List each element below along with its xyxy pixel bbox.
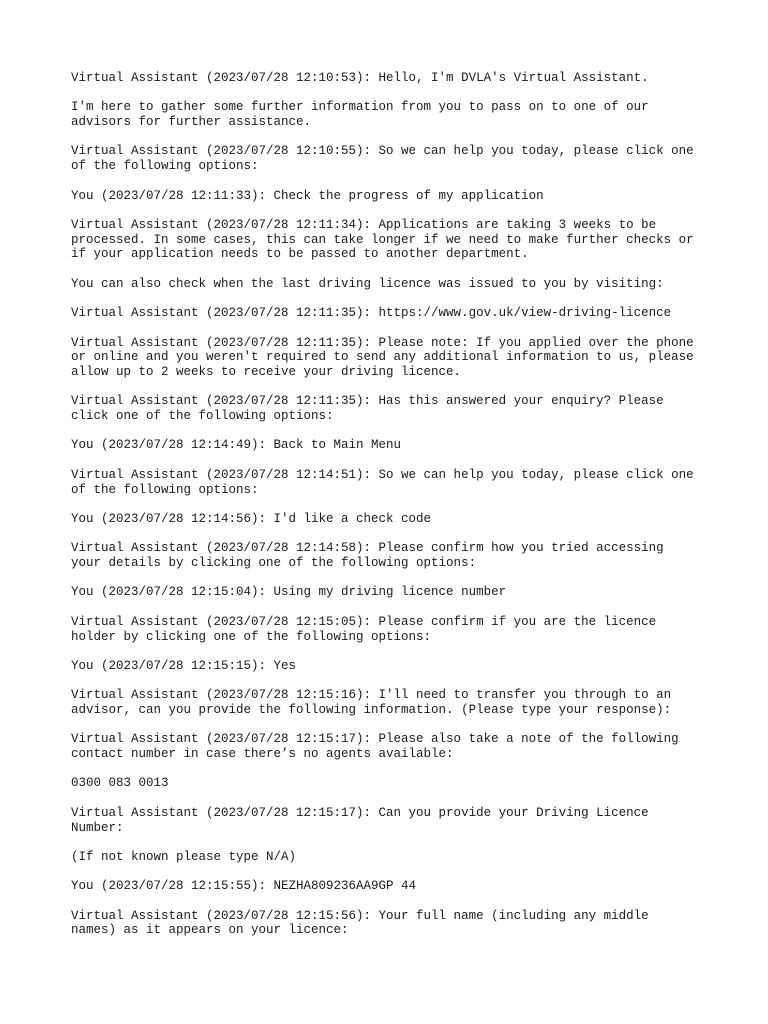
va-message: Virtual Assistant (2023/07/28 12:15:17): Can you provide your Driving Licence Number:: [71, 805, 649, 835]
paragraph-gap: [71, 203, 711, 218]
va-message-link: Virtual Assistant (2023/07/28 12:11:35): https://www.gov.uk/view-driving-licence: [71, 306, 672, 321]
va-message: Virtual Assistant (2023/07/28 12:15:05): Please confirm if you are the licence holder by clicking one of the following options:: [71, 614, 657, 644]
paragraph-gap: [71, 835, 711, 850]
va-message: Virtual Assistant (2023/07/28 12:15:16): I'll need to transfer you through to an advisor, can you provide the following information. (Please type your response):: [71, 688, 672, 717]
contact-number: 0300 083 0013: [71, 776, 169, 791]
user-message: You (2023/07/28 12:15:15): Yes: [71, 658, 297, 673]
user-message: You (2023/07/28 12:14:56): I'd like a check code: [71, 511, 432, 526]
paragraph-gap: [71, 762, 711, 777]
paragraph-gap: [71, 865, 711, 880]
va-intro: I'm here to gather some further information from you to pass on to one of our advisors for further assistance.: [71, 100, 649, 130]
va-greeting: Virtual Assistant (2023/07/28 12:10:53): Hello, I'm DVLA's Virtual Assistant.: [71, 71, 649, 85]
paragraph-gap: [71, 497, 711, 512]
user-message: You (2023/07/28 12:15:55): NEZHA809236AA9GP 44: [71, 879, 417, 894]
va-options-prompt: Virtual Assistant (2023/07/28 12:14:51): So we can help you today, please click one of the following options:: [71, 467, 694, 497]
paragraph-gap: [71, 718, 711, 733]
user-message: You (2023/07/28 12:11:33): Check the progress of my application: [71, 188, 544, 203]
paragraph-gap: [71, 644, 711, 659]
paragraph-gap: [71, 453, 711, 468]
va-message: Virtual Assistant (2023/07/28 12:11:35): Please note: If you applied over the phone or online and you weren't required to send any additional information to us, please allow up to 2 weeks to receive your driving licence.: [71, 335, 694, 379]
va-message: Virtual Assistant (2023/07/28 12:15:17): Please also take a note of the following contact number in case there’s no agents available:: [71, 732, 679, 762]
va-message: Virtual Assistant (2023/07/28 12:14:58): Please confirm how you tried accessing your details by clicking one of the following options:: [71, 541, 664, 571]
paragraph-gap: [71, 894, 711, 909]
paragraph-gap: [71, 174, 711, 189]
paragraph-gap: [71, 674, 711, 689]
paragraph-gap: [71, 130, 711, 145]
paragraph-gap: [71, 571, 711, 586]
user-message: You (2023/07/28 12:15:04): Using my driving licence number: [71, 585, 507, 600]
paragraph-gap: [71, 600, 711, 615]
paragraph-gap: [71, 86, 711, 101]
user-message: You (2023/07/28 12:14:49): Back to Main Menu: [71, 438, 402, 453]
paragraph-gap: [71, 291, 711, 306]
va-options-prompt: Virtual Assistant (2023/07/28 12:10:55): So we can help you today, please click one of the following options:: [71, 144, 694, 174]
chat-transcript: [71, 71, 711, 938]
paragraph-gap: [71, 380, 711, 395]
paragraph-gap: [71, 321, 711, 336]
va-message: Virtual Assistant (2023/07/28 12:11:35): Has this answered your enquiry? Please click one of the following options:: [71, 394, 664, 424]
paragraph-gap: [71, 527, 711, 542]
paragraph-gap: [71, 262, 711, 277]
paragraph-gap: [71, 791, 711, 806]
paragraph-gap: [71, 424, 711, 439]
va-note: (If not known please type N/A): [71, 849, 297, 864]
va-message: Virtual Assistant (2023/07/28 12:11:34): Applications are taking 3 weeks to be processed. In some cases, this can take longer if we need to make further checks or if your application needs to be passed to another department.: [71, 217, 694, 262]
va-message: You can also check when the last driving licence was issued to you by visiting:: [71, 276, 664, 291]
va-message: Virtual Assistant (2023/07/28 12:15:56): Your full name (including any middle names) as it appears on your licence:: [71, 908, 649, 938]
